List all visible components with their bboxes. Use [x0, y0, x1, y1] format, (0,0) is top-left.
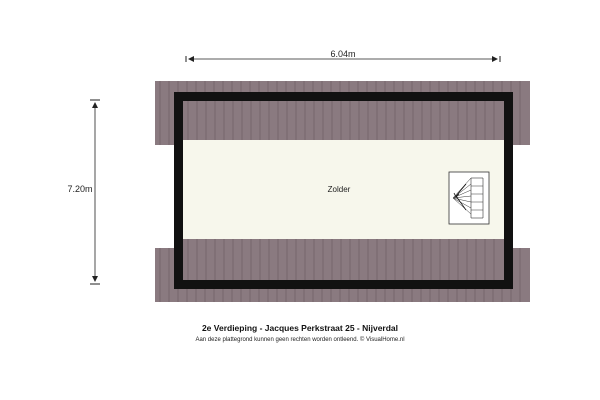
plan-title: 2e Verdieping - Jacques Perkstraat 25 - Nijverdal	[201, 323, 399, 333]
width-dimension	[186, 49, 500, 62]
width-dimension-label: 6.04m	[330, 49, 356, 59]
staircase	[449, 172, 489, 224]
plan-disclaimer: Aan deze plattegrond kunnen geen rechten worden ontleend. © VisualHome.nl	[195, 337, 405, 343]
depth-dimension	[67, 100, 100, 284]
depth-dimension-label: 7.20m	[67, 184, 93, 194]
room-label-zolder: Zolder	[327, 185, 351, 194]
